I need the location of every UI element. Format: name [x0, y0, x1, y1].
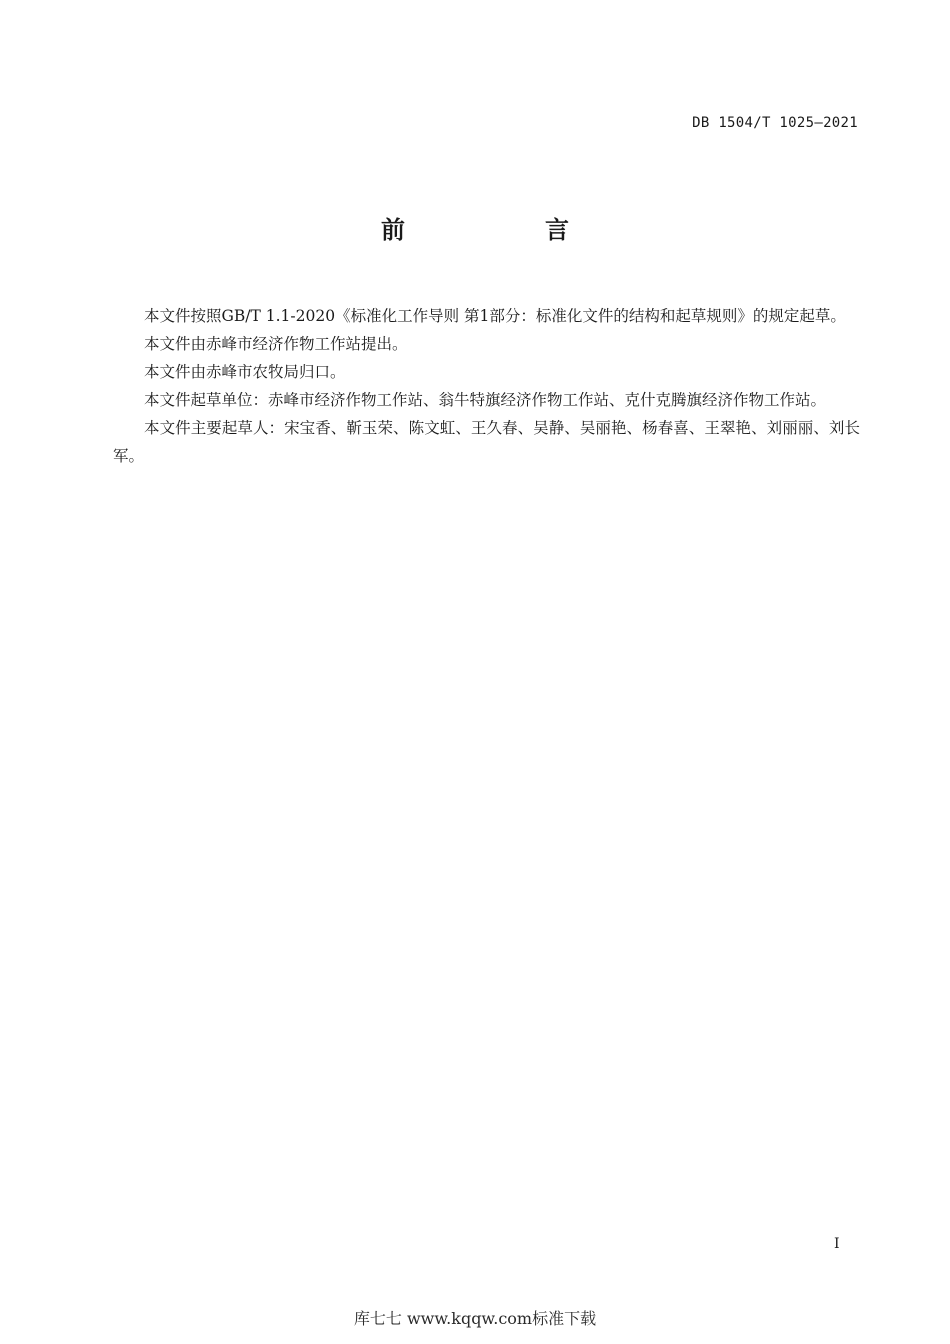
paragraph-drafting-units: 本文件起草单位：赤峰市经济作物工作站、翁牛特旗经济作物工作站、克什克腾旗经济作物工作站。	[144, 391, 827, 409]
paragraph-proposer: 本文件由赤峰市经济作物工作站提出。	[144, 335, 408, 353]
page-number: I	[834, 1236, 840, 1252]
footer-watermark: 库七七 www.kqqw.com标准下载	[353, 1309, 597, 1328]
page-title: 前 言	[381, 216, 627, 244]
paragraph-drafters: 本文件主要起草人：宋宝香、靳玉荣、陈文虹、王久春、吴静、吴丽艳、杨春喜、王翠艳、刘丽丽、刘长军。	[113, 419, 860, 465]
foreword-body	[113, 302, 860, 470]
paragraph-centralized-unit: 本文件由赤峰市农牧局归口。	[144, 363, 346, 381]
paragraph-drafting-rules: 本文件按照GB/T 1.1-2020《标准化工作导则 第1部分：标准化文件的结构和起草规则》的规定起草。	[144, 307, 846, 325]
document-code: DB 1504/T 1025—2021	[692, 115, 858, 131]
